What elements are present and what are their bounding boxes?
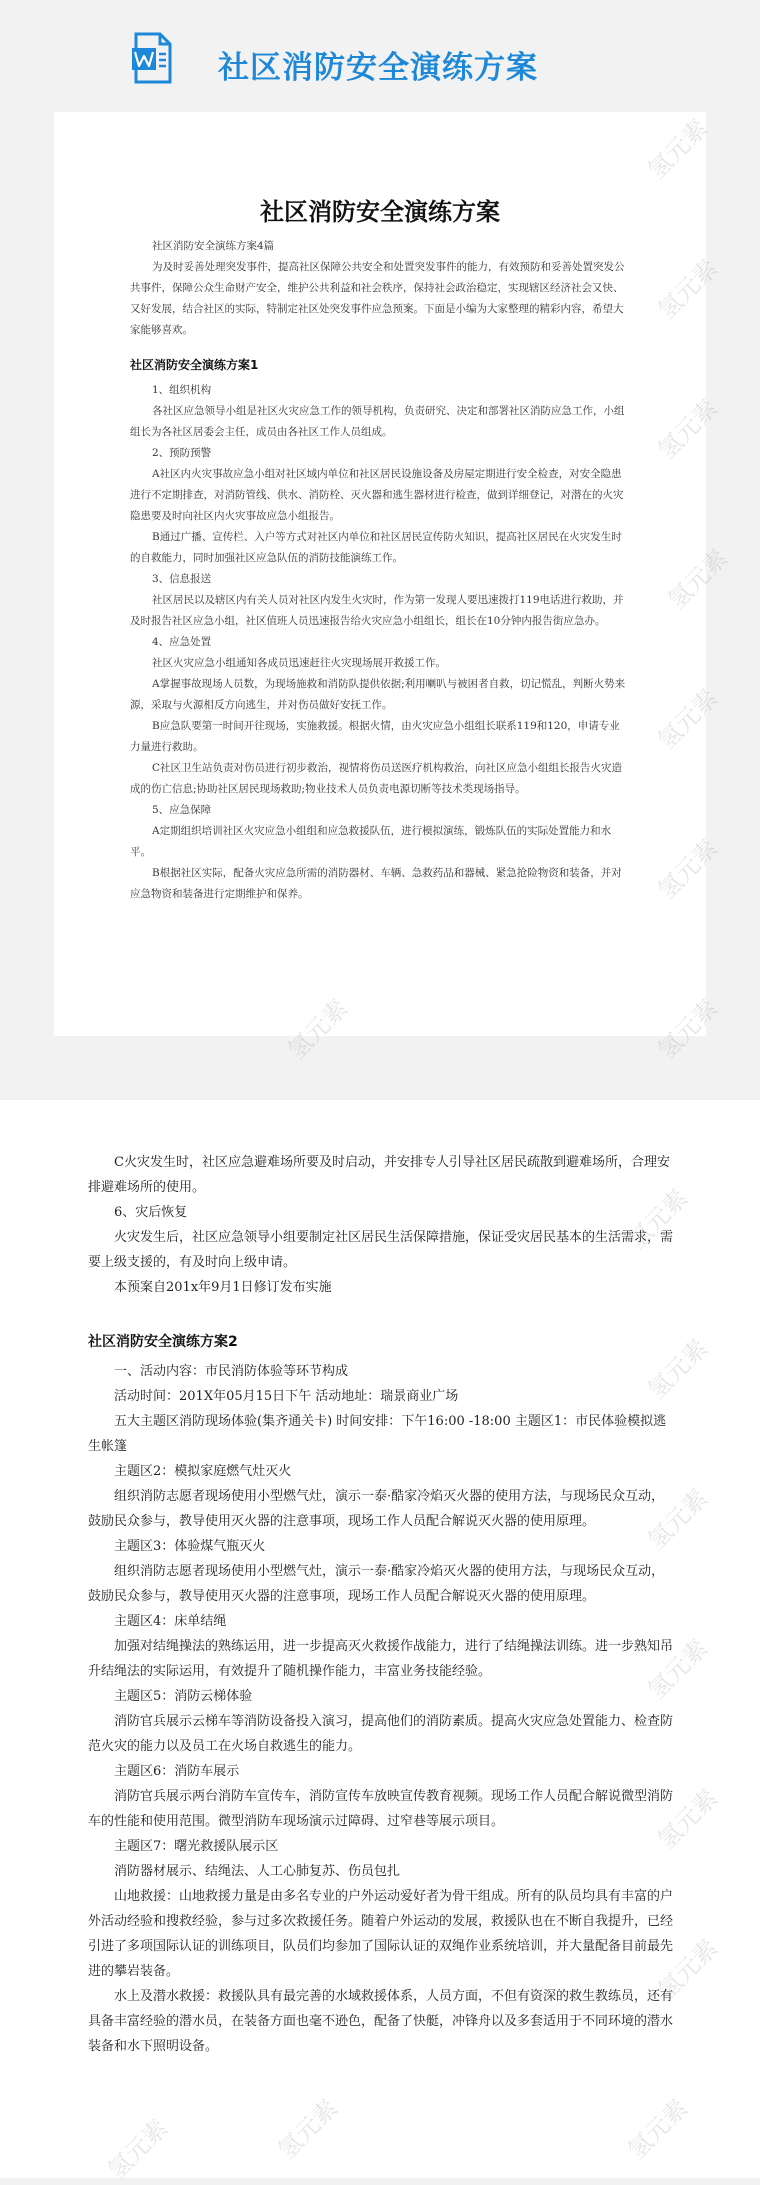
page2-body: [88, 1150, 676, 2059]
document-page-2: [0, 1100, 760, 2178]
paragraph: 消防官兵展示云梯车等消防设备投入演习，提高他们的消防素质。提高火灾应急处置能力、检查防范火灾的能力以及员工在火场自救逃生的能力。: [88, 1714, 674, 1754]
watermark-text: 氢元素: [652, 993, 724, 1065]
paragraph: 4、应急处置: [152, 636, 212, 648]
paragraph: 社区火灾应急小组通知各成员迅速赶往火灾现场展开救援工作。: [152, 657, 446, 669]
paragraph: 活动时间：201X年05月15日下午 活动地址：瑞景商业广场: [114, 1389, 459, 1404]
paragraph: 主题区2：模拟家庭燃气灶灭火: [114, 1464, 292, 1479]
header-banner: [0, 0, 760, 112]
paragraph: 本预案自201x年9月1日修订发布实施: [114, 1280, 332, 1295]
paragraph: 主题区6：消防车展示: [114, 1764, 240, 1779]
paragraph: 5、应急保障: [152, 804, 212, 816]
paragraph: 主题区5：消防云梯体验: [114, 1689, 253, 1704]
watermark-text: 氢元素: [652, 393, 724, 465]
section-heading: 社区消防安全演练方案2: [88, 1334, 238, 1350]
paragraph: 各社区应急领导小组是社区火灾应急工作的领导机构，负责研究、决定和部署社区消防应急工作，小组组长为各社区居委会主任，成员由各社区工作人员组成。: [130, 405, 625, 438]
watermark-text: 氢元素: [102, 2113, 174, 2185]
watermark-text: 氢元素: [622, 2093, 694, 2165]
watermark-text: 氢元素: [272, 2093, 344, 2165]
paragraph: 6、灾后恢复: [114, 1205, 188, 1220]
paragraph: 消防官兵展示两台消防车宣传车，消防宣传车放映宣传教育视频。现场工作人员配合解说微型消防车的性能和使用范围。微型消防车现场演示过障碍、过窄巷等展示项目。: [88, 1789, 674, 1829]
watermark-text: 氢元素: [652, 253, 724, 325]
paragraph: A掌握事故现场人员数，为现场施救和消防队提供依据;利用喇叭与被困者自救，切记慌乱，判断火势来源，采取与火源相反方向逃生，并对伤员做好安抚工作。: [130, 678, 626, 711]
section-heading: 社区消防安全演练方案1: [130, 358, 259, 372]
paragraph: 消防器材展示、结绳法、人工心肺复苏、伤员包扎: [114, 1864, 401, 1879]
watermark-text: 氢元素: [622, 1183, 694, 1255]
watermark-text: 氢元素: [662, 543, 734, 615]
paragraph: B通过广播、宣传栏、入户等方式对社区内单位和社区居民宣传防火知识，提高社区居民在火灾发生时的自救能力，同时加强社区应急队伍的消防技能演练工作。: [130, 531, 622, 564]
paragraph: C社区卫生站负责对伤员进行初步救治，视情将伤员送医疗机构救治，向社区应急小组组长报告火灾造成的伤亡信息;协助社区居民现场救助;物业技术人员负责电源切断等技术类现场指导。: [130, 762, 623, 795]
document-page-1: [54, 112, 706, 1036]
spacer: [88, 1300, 676, 1322]
paragraph: C火灾发生时，社区应急避难场所要及时启动，并安排专人引导社区居民疏散到避难场所，合理安排避难场所的使用。: [88, 1155, 670, 1195]
paragraph: 山地救援：山地救援力量是由多名专业的户外运动爱好者为骨干组成。所有的队员均具有丰富的户外活动经验和搜救经验，参与过多次救援任务。随着户外运动的发展，救援队也在不断自我提升，已经引进了多项国际认证的训练项目，队员们均参加了国际认证的双绳作业系统培训，并大量配备目前最先进的攀岩装备。: [88, 1889, 674, 1979]
page1-body: [130, 236, 630, 905]
paragraph: 为及时妥善处理突发事件，提高社区保障公共安全和处置突发事件的能力，有效预防和妥善处置突发公共事件，保障公众生命财产安全，维护公共利益和社会秩序，保持社会政治稳定，实现辖区经济社会又快、又好发展，结合社区的实际，特制定社区处突发事件应急预案。下面是小编为大家整理的精彩内容，希望大家能够喜欢。: [130, 261, 625, 336]
paragraph: 1、组织机构: [152, 384, 212, 396]
paragraph: 组织消防志愿者现场使用小型燃气灶，演示一泰·酷家冷焰灭火器的使用方法，与现场民众互动，鼓励民众参与，教导使用灭火器的注意事项，现场工作人员配合解说灭火器的使用原理。: [88, 1489, 665, 1529]
paragraph: 主题区7：曙光救援队展示区: [114, 1839, 279, 1854]
watermark-text: 氢元素: [282, 993, 354, 1065]
paragraph: 3、信息报送: [152, 573, 212, 585]
watermark-text: 氢元素: [642, 113, 714, 185]
paragraph: 2、预防预警: [152, 447, 212, 459]
paragraph: A社区内火灾事故应急小组对社区域内单位和社区居民设施设备及房屋定期进行安全检查，对安全隐患进行不定期排查，对消防管线、供水、消防栓、灭火器和逃生器材进行检查，做到详细登记，对潜在的火灾隐患要及时向社区内火灾事故应急小组报告。: [130, 468, 624, 522]
banner-title: 社区消防安全演练方案: [218, 50, 538, 86]
watermark-text: 氢元素: [642, 1483, 714, 1555]
paragraph: 火灾发生后，社区应急领导小组要制定社区居民生活保障措施，保证受灾居民基本的生活需求，需要上级支援的，有及时向上级申请。: [88, 1230, 674, 1270]
watermark-text: 氢元素: [652, 683, 724, 755]
watermark-text: 氢元素: [642, 1633, 714, 1705]
paragraph: 加强对结绳操法的熟练运用，进一步提高灭火救援作战能力，进行了结绳操法训练。进一步熟知吊升结绳法的实际运用，有效提升了随机操作能力，丰富业务技能经验。: [88, 1639, 674, 1679]
paragraph: 一、活动内容：市民消防体验等环节构成: [114, 1364, 349, 1379]
paragraph: 主题区4：床单结绳: [114, 1614, 227, 1629]
word-document-icon: [132, 32, 172, 84]
paragraph: 社区居民以及辖区内有关人员对社区内发生火灾时，作为第一发现人要迅速拨打119电话进行救助，并及时报告社区应急小组，社区值班人员迅速报告给火灾应急小组组长，组长在10分钟内报告街应急办。: [130, 594, 624, 627]
watermark-text: 氢元素: [652, 833, 724, 905]
watermark-text: 氢元素: [652, 1933, 724, 2005]
paragraph: 组织消防志愿者现场使用小型燃气灶，演示一泰·酷家冷焰灭火器的使用方法，与现场民众互动，鼓励民众参与，教导使用灭火器的注意事项，现场工作人员配合解说灭火器的使用原理。: [88, 1564, 665, 1604]
paragraph: B根据社区实际，配备火灾应急所需的消防器材、车辆、急救药品和器械、紧急抢险物资和装备，并对应急物资和装备进行定期维护和保养。: [130, 867, 622, 900]
watermark-text: 氢元素: [642, 1333, 714, 1405]
paragraph: 主题区3：体验煤气瓶灭火: [114, 1539, 266, 1554]
paragraph: B应急队要第一时间开往现场，实施救援。根据火情，由火灾应急小组组长联系119和120，申请专业力量进行救助。: [130, 720, 620, 753]
watermark-text: 氢元素: [652, 1783, 724, 1855]
paragraph: 五大主题区消防现场体验(集齐通关卡) 时间安排：下午16:00 -18:00 主题区1：市民体验模拟逃生帐篷: [88, 1414, 667, 1454]
paragraph: 水上及潜水救援：救援队具有最完善的水域救援体系，人员方面，不但有资深的救生教练员，还有具备丰富经验的潜水员，在装备方面也毫不逊色，配备了快艇，冲锋舟以及多套适用于不同环境的潜水装备和水下照明设备。: [88, 1989, 674, 2054]
paragraph: A定期组织培训社区火灾应急小组组和应急救援队伍，进行模拟演练，锻炼队伍的实际处置能力和水平。: [130, 825, 612, 858]
paragraph: 社区消防安全演练方案4篇: [152, 240, 275, 252]
document-title: 社区消防安全演练方案: [260, 197, 500, 226]
